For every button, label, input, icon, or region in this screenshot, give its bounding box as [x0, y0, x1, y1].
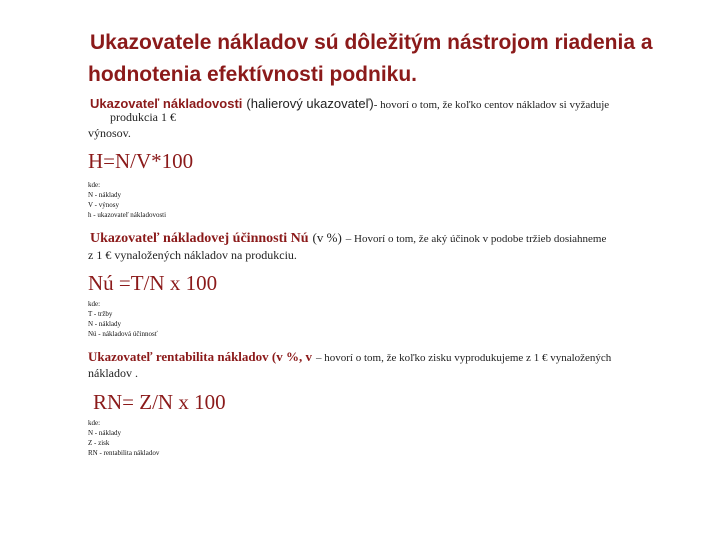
section2-paren: (v %)	[312, 230, 342, 245]
section3-line2: nákladov .	[88, 366, 138, 380]
legend-item: T - tržby	[88, 310, 113, 318]
section2-legend	[88, 299, 158, 339]
legend-item: V - výnosy	[88, 201, 119, 209]
legend-item: N - náklady	[88, 191, 122, 199]
page-title-line1: Ukazovatele nákladov sú dôležitým nástrojom riadenia a	[90, 31, 653, 54]
section2-formula: Nú =T/N x 100	[88, 271, 218, 295]
section1-paren: (halierový ukazovateľ)	[246, 96, 374, 111]
section1-desc: - hovorí o tom, že koľko centov nákladov si vyžaduje	[373, 99, 610, 111]
section1-line2: produkcia 1 €	[110, 110, 176, 124]
section1-heading: Ukazovateľ nákladovosti	[90, 96, 243, 111]
legend-item: N - náklady	[88, 429, 122, 437]
page-title-line2: hodnotenia efektívnosti podniku.	[88, 63, 418, 86]
legend-item: h - ukazovateľ nákladovosti	[88, 211, 167, 219]
section1-legend	[88, 180, 166, 220]
section3-legend	[88, 418, 159, 458]
section1-line3: výnosov.	[88, 126, 131, 140]
legend-item: kde:	[88, 419, 101, 427]
legend-item: RN - rentabilita nákladov	[88, 449, 160, 457]
section3-formula: RN= Z/N x 100	[93, 390, 226, 414]
section3-heading: Ukazovateľ rentabilita nákladov (v %, v	[88, 349, 312, 364]
section3-desc: – hovorí o tom, že koľko zisku vyprodukujeme z 1 € vynaložených	[315, 352, 612, 364]
section2-desc: – Hovorí o tom, že aký účinok v podobe tržieb dosiahneme	[345, 233, 607, 245]
legend-item: kde:	[88, 181, 101, 189]
legend-item: Z - zisk	[88, 439, 110, 447]
section3-heading-line	[88, 348, 611, 366]
legend-item: Nú - nákladová účinnosť	[88, 330, 158, 338]
section1-formula: H=N/V*100	[88, 149, 194, 173]
section2-heading-line	[90, 229, 606, 247]
legend-item: N - náklady	[88, 320, 122, 328]
legend-item: kde:	[88, 300, 101, 308]
section2-heading: Ukazovateľ nákladovej účinnosti Nú	[90, 231, 309, 246]
section2-line2: z 1 € vynaložených nákladov na produkciu.	[88, 248, 297, 262]
